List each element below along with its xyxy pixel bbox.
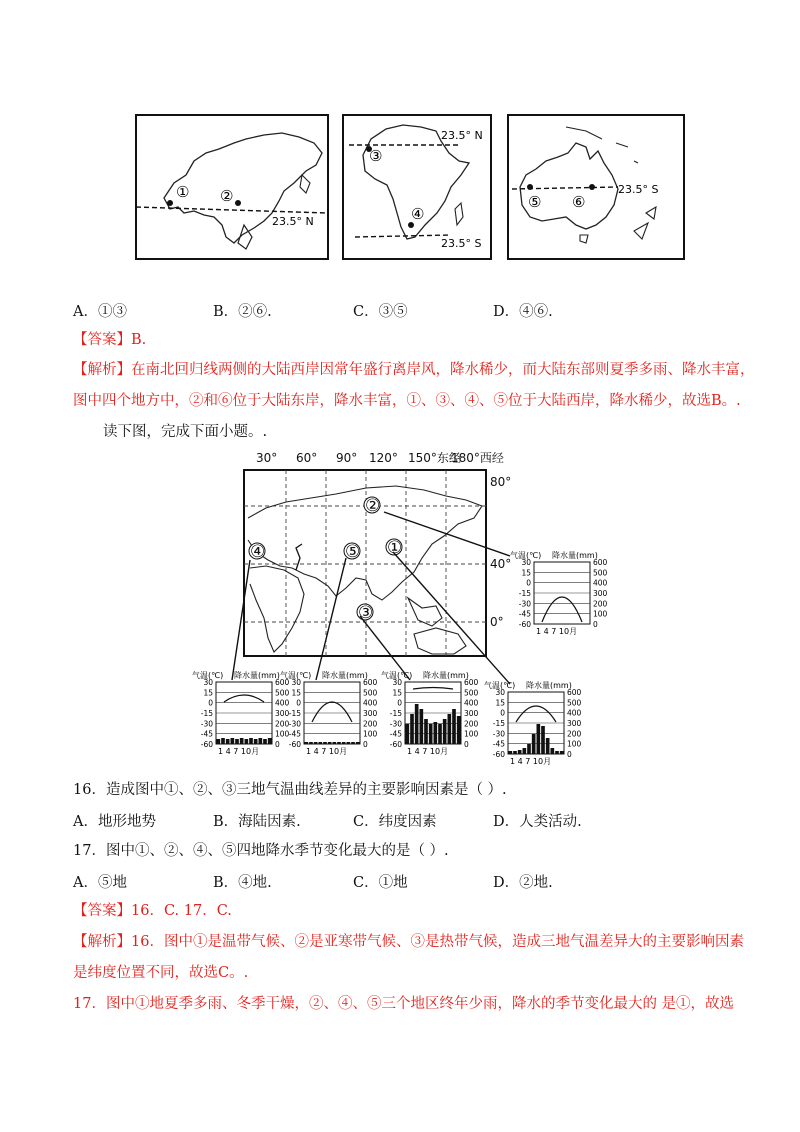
precip-bar — [523, 748, 527, 754]
temp-tick: -45 — [518, 609, 531, 619]
precip-bar — [268, 738, 272, 744]
lat-label-n: 23.5° N — [441, 129, 483, 142]
precip-bar — [351, 742, 355, 744]
precip-bar — [452, 709, 456, 744]
option-text: 海陆因素. — [238, 814, 301, 830]
analysis-1-line2: 图中四个地方中，②和⑥位于大陆东岸，降水丰富，①、③、④、⑤位于大陆西岸，降水稀少，故选B。. — [73, 393, 741, 409]
precip-bar — [410, 714, 414, 744]
marker-3: ③ — [358, 603, 374, 623]
q16-stem: 16．造成图中①、②、③三地气温曲线差异的主要影响因素是（ ）. — [73, 782, 507, 798]
precip-bar — [240, 738, 244, 744]
precip-tick: 500 — [593, 568, 608, 578]
precip-tick: 200 — [567, 729, 582, 739]
precip-bar — [551, 748, 555, 754]
precip-bar — [217, 739, 221, 744]
option-letter: A． — [73, 814, 98, 830]
precip-tick: 500 — [464, 688, 479, 698]
precip-bar — [309, 742, 313, 744]
temp-tick: 15 — [392, 688, 402, 698]
lon-label: 180°西经 — [451, 451, 504, 465]
precip-bar — [305, 742, 309, 744]
option-text: 地形地势 — [97, 814, 156, 830]
precip-bar — [333, 742, 337, 744]
precip-bar — [438, 724, 442, 744]
temp-axis-label: 气温(℃) — [510, 551, 542, 560]
temp-tick: -60 — [518, 620, 531, 629]
lat-label: 0° — [490, 615, 504, 629]
climate-chart — [381, 670, 479, 758]
precip-tick: 100 — [275, 729, 290, 739]
precip-tick: 200 — [363, 719, 378, 729]
precip-tick: 500 — [363, 688, 378, 698]
precip-bar — [245, 739, 249, 744]
precip-tick: 300 — [363, 709, 378, 718]
precip-bar — [314, 742, 318, 744]
analysis-2-line2: 是纬度位置不同，故选C。. — [73, 965, 249, 981]
temp-tick: 15 — [521, 568, 531, 578]
temp-tick: 0 — [397, 698, 402, 708]
precip-tick: 100 — [593, 609, 608, 619]
precip-bar — [448, 714, 452, 744]
month-axis: 1 4 7 10月 — [510, 757, 552, 766]
marker-6: ⑥ — [572, 193, 586, 211]
analysis-text: 在南北回归线两侧的大陆西岸因常年盛行离岸风，降水稀少，而大陆东部则夏季多雨、降水丰富， — [131, 362, 755, 378]
precip-tick: 0 — [567, 750, 572, 759]
analysis-text: 16．图中①是温带气候、②是亚寒带气候、③是热带气候，造成三地气温差异大的主要影响因素 — [131, 934, 744, 950]
q17-option-d[interactable] — [493, 871, 553, 892]
option-text: 纬度因素 — [378, 814, 437, 830]
temp-tick: -15 — [492, 719, 505, 728]
temp-tick: -60 — [288, 740, 301, 749]
precip-tick: 0 — [363, 740, 368, 749]
option-letter: C． — [353, 814, 379, 830]
marker-5: ⑤ — [528, 193, 542, 211]
precip-tick: 100 — [464, 729, 479, 739]
marker-4: ④ — [250, 542, 266, 562]
temp-tick: 30 — [291, 678, 301, 687]
precip-tick: 600 — [593, 558, 608, 567]
marker-1: ① — [176, 183, 190, 201]
answer-value: B. — [131, 332, 147, 348]
precip-bar — [434, 722, 438, 744]
marker-1: ① — [387, 538, 403, 558]
analysis-label: 【解析】 — [73, 362, 131, 378]
precip-tick: 200 — [464, 719, 479, 729]
precip-bar — [406, 724, 410, 744]
q16-option-a[interactable] — [73, 810, 156, 831]
marker-2: ② — [365, 496, 381, 516]
precip-tick: 400 — [464, 698, 479, 708]
temp-tick: -30 — [389, 719, 402, 729]
option-letter: C． — [353, 875, 379, 891]
precip-bar — [420, 709, 424, 744]
temp-tick: -15 — [200, 709, 213, 718]
temp-tick: 0 — [296, 698, 301, 708]
precip-bar — [546, 738, 550, 754]
option-text: 人类活动. — [519, 814, 582, 830]
climate-chart — [280, 670, 378, 758]
precip-bar — [328, 742, 332, 744]
option-text: ④⑥. — [519, 304, 553, 320]
precip-tick: 0 — [464, 740, 469, 749]
precip-tick: 600 — [567, 688, 582, 697]
analysis-label: 【解析】 — [73, 934, 131, 950]
precip-bar — [226, 739, 230, 744]
precip-axis-label: 降水量(mm) — [526, 681, 572, 690]
temp-tick: -45 — [200, 729, 213, 739]
answer-2 — [73, 901, 232, 921]
precip-tick: 300 — [593, 589, 608, 598]
temp-tick: -30 — [518, 599, 531, 609]
month-axis: 1 4 7 10月 — [218, 747, 260, 756]
month-axis: 1 4 7 10月 — [407, 747, 449, 756]
option-letter: D． — [493, 304, 520, 320]
precip-tick: 600 — [464, 678, 479, 687]
precip-tick: 200 — [593, 599, 608, 609]
climate-chart — [510, 550, 608, 638]
precip-bar — [323, 742, 327, 744]
q16-option-c[interactable] — [353, 810, 437, 831]
climate-chart — [192, 670, 290, 758]
precip-bar — [424, 719, 428, 744]
temp-tick: 0 — [208, 698, 213, 708]
precip-axis-label: 降水量(mm) — [552, 551, 598, 560]
marker-4: ④ — [411, 205, 425, 223]
temp-tick: 30 — [203, 678, 213, 687]
intro-text: 读下图，完成下面小题。. — [103, 424, 268, 440]
option-text: ⑤地 — [97, 875, 127, 891]
option-letter: B． — [213, 304, 239, 320]
precip-bar — [249, 738, 253, 744]
q16-option-b[interactable] — [213, 810, 301, 831]
precip-tick: 600 — [363, 678, 378, 687]
precip-bar — [537, 724, 541, 754]
q17-stem: 17．图中①、②、④、⑤四地降水季节变化最大的是（ ）. — [73, 843, 449, 859]
lon-label: 30° — [256, 451, 278, 465]
analysis-2-line1 — [73, 932, 744, 952]
marker-5: ⑤ — [345, 542, 361, 562]
temp-tick: -15 — [389, 709, 402, 718]
option-letter: D． — [493, 814, 520, 830]
temp-tick: -60 — [200, 740, 213, 749]
marker-3: ③ — [369, 147, 383, 165]
option-letter: A． — [73, 304, 98, 320]
precip-tick: 500 — [567, 698, 582, 708]
temp-tick: 30 — [392, 678, 402, 687]
option-letter: B． — [213, 814, 239, 830]
temp-tick: -45 — [288, 729, 301, 739]
precip-bar — [221, 738, 225, 744]
lon-label: 120° — [369, 451, 398, 465]
precip-tick: 300 — [275, 709, 290, 718]
temp-axis-label: 气温(℃) — [381, 671, 413, 680]
temp-tick: 15 — [495, 698, 505, 708]
precip-axis-label: 降水量(mm) — [234, 671, 280, 680]
precip-bar — [259, 738, 263, 744]
option-text: ②地. — [519, 875, 553, 891]
q17-option-b[interactable] — [213, 871, 272, 892]
precip-tick: 100 — [363, 729, 378, 739]
lat-label: 40° — [490, 557, 512, 571]
precip-bar — [235, 739, 239, 744]
precip-bar — [415, 704, 419, 744]
temp-tick: 0 — [500, 708, 505, 718]
precip-bar — [555, 751, 559, 754]
precip-bar — [319, 742, 323, 744]
lon-label: 60° — [296, 451, 318, 465]
marker-2: ② — [220, 187, 234, 205]
lon-label: 150°东经 — [408, 451, 461, 465]
option-text: ①③ — [97, 304, 127, 320]
temp-tick: -60 — [492, 750, 505, 759]
precip-tick: 300 — [567, 719, 582, 728]
precip-bar — [342, 742, 346, 744]
analysis-2-line3: 17．图中①地夏季多雨、冬季干燥，②、④、⑤三个地区终年少雨，降水的季节变化最大的 是①，故选 — [73, 996, 735, 1012]
temp-tick: -30 — [200, 719, 213, 729]
precip-bar — [518, 750, 522, 754]
temp-tick: -30 — [492, 729, 505, 739]
temp-tick: -30 — [288, 719, 301, 729]
option-text: ②⑥. — [238, 304, 272, 320]
precip-tick: 400 — [593, 578, 608, 588]
precip-bar — [337, 742, 341, 744]
temp-axis-label: 气温(℃) — [280, 671, 312, 680]
precip-bar — [263, 739, 267, 744]
month-axis: 1 4 7 10月 — [306, 747, 348, 756]
precip-bar — [513, 751, 517, 754]
precip-tick: 0 — [593, 620, 598, 629]
precip-bar — [356, 742, 360, 744]
option-letter: B． — [213, 875, 239, 891]
precip-tick: 100 — [567, 739, 582, 749]
lat-label-s: 23.5° S — [441, 237, 482, 250]
temp-tick: -60 — [389, 740, 402, 749]
precip-bar — [560, 751, 564, 754]
precip-tick: 400 — [275, 698, 290, 708]
precip-bar — [541, 726, 545, 754]
precip-tick: 300 — [464, 709, 479, 718]
climate-chart — [484, 680, 582, 768]
precip-bar — [254, 739, 258, 744]
precip-bar — [347, 742, 351, 744]
option-text: ①地 — [378, 875, 408, 891]
precip-tick: 600 — [275, 678, 290, 687]
temp-tick: -45 — [492, 739, 505, 749]
precip-bar — [231, 738, 235, 744]
answer-value: 16．C. 17．C. — [131, 903, 232, 919]
q17-option-a[interactable] — [73, 871, 127, 892]
precip-axis-label: 降水量(mm) — [322, 671, 368, 680]
q17-option-c[interactable] — [353, 871, 408, 892]
precip-tick: 0 — [275, 740, 280, 749]
answer-label: 【答案】 — [73, 903, 131, 919]
temp-tick: 0 — [526, 578, 531, 588]
precip-bar — [457, 716, 461, 744]
lat-label: 23.5° S — [618, 183, 659, 196]
precip-bar — [527, 744, 531, 754]
precip-tick: 400 — [363, 698, 378, 708]
temp-axis-label: 气温(℃) — [192, 671, 224, 680]
option-letter: C． — [353, 304, 379, 320]
month-axis: 1 4 7 10月 — [536, 627, 578, 636]
lon-label: 90° — [336, 451, 358, 465]
lat-label: 80° — [490, 475, 512, 489]
option-letter: A． — [73, 875, 98, 891]
temp-tick: 15 — [291, 688, 301, 698]
option-text: ③⑤ — [378, 304, 408, 320]
answer-label: 【答案】 — [73, 332, 131, 348]
precip-bar — [429, 724, 433, 744]
temp-axis-label: 气温(℃) — [484, 681, 516, 690]
option-text: ④地. — [238, 875, 272, 891]
temp-tick: -15 — [518, 589, 531, 598]
lat-label: 23.5° N — [272, 215, 314, 228]
precip-axis-label: 降水量(mm) — [423, 671, 469, 680]
temp-tick: 15 — [203, 688, 213, 698]
temp-tick: -45 — [389, 729, 402, 739]
precip-bar — [443, 719, 447, 744]
q16-option-d[interactable] — [493, 810, 582, 831]
option-letter: D． — [493, 875, 520, 891]
precip-bar — [532, 734, 536, 754]
temp-tick: -15 — [288, 709, 301, 718]
precip-tick: 400 — [567, 708, 582, 718]
temp-tick: 30 — [495, 688, 505, 697]
precip-tick: 200 — [275, 719, 290, 729]
temp-tick: 30 — [521, 558, 531, 567]
precip-tick: 500 — [275, 688, 290, 698]
precip-bar — [509, 751, 513, 754]
